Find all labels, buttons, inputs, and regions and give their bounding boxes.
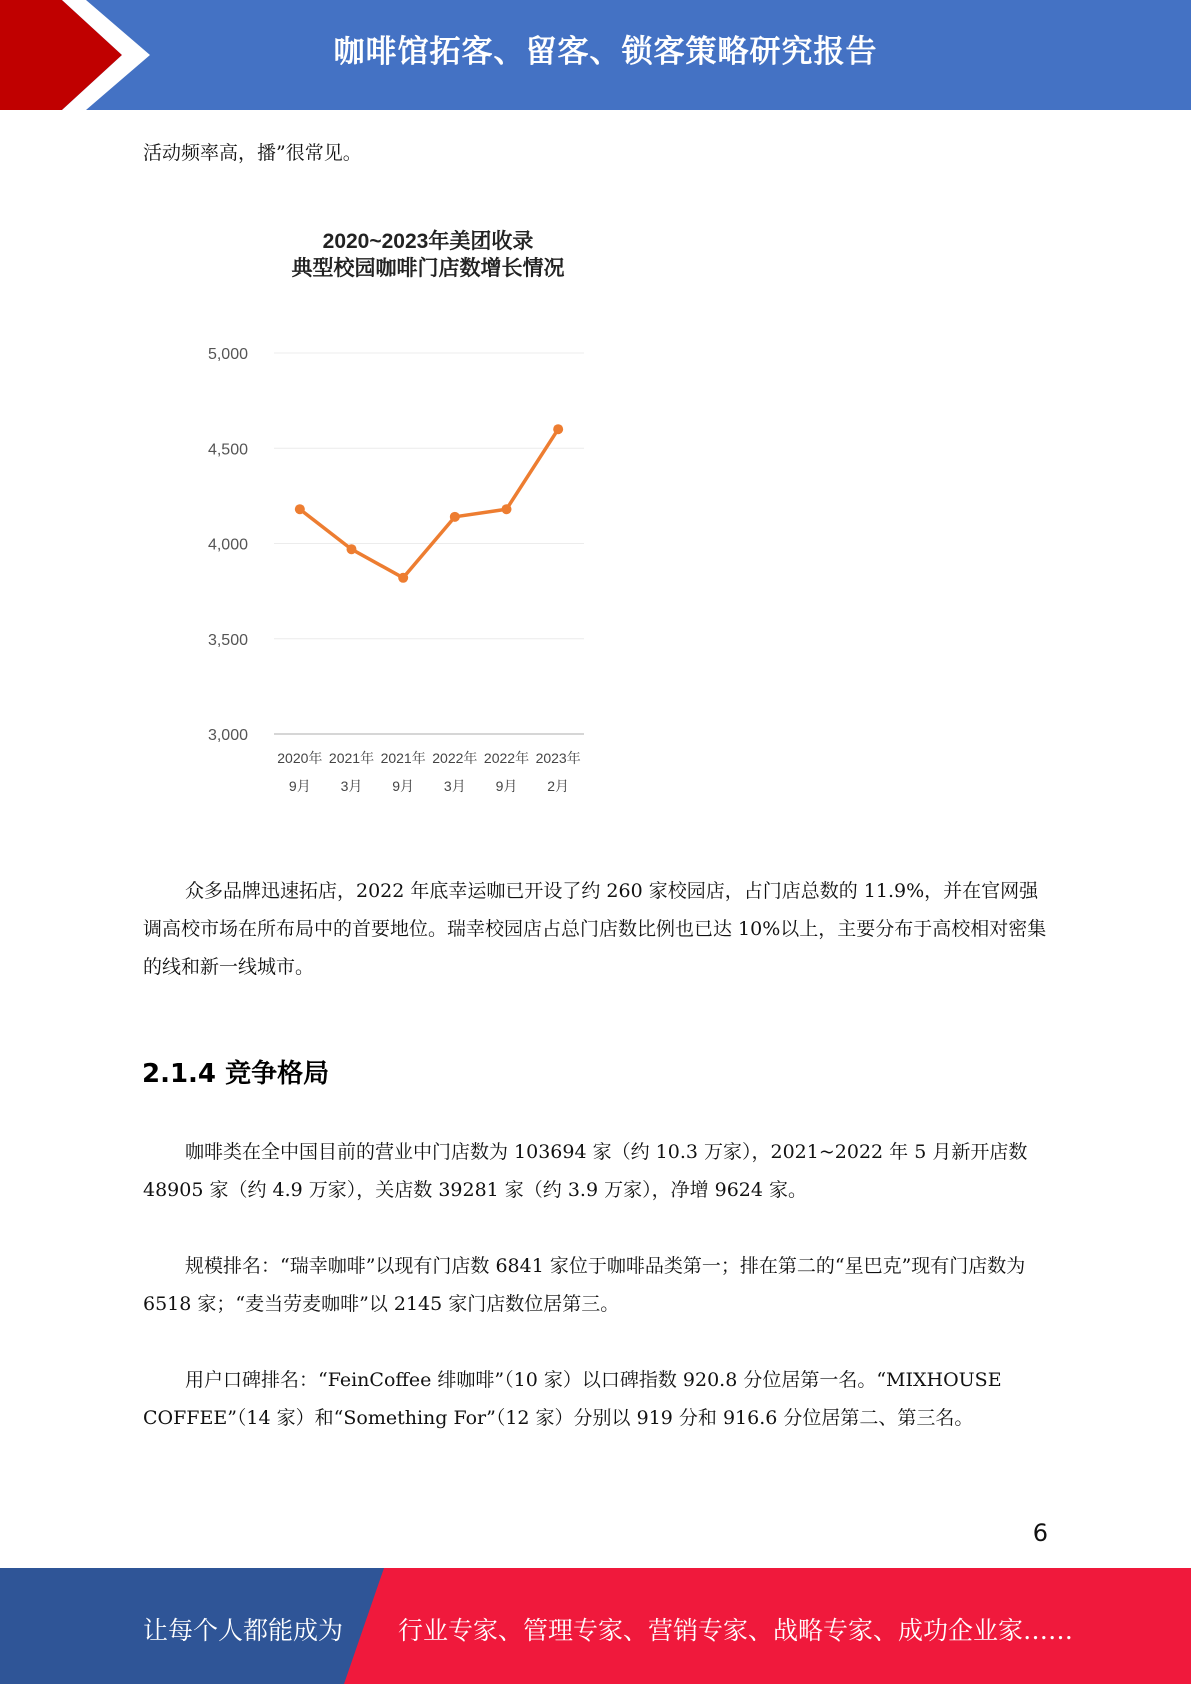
x-tick-label-year: 2022年 [432, 750, 478, 766]
data-point [398, 573, 408, 583]
section-heading: 2.1.4 竞争格局 [142, 1059, 330, 1089]
x-tick-label-month: 9月 [495, 778, 518, 794]
x-tick-label-year: 2021年 [328, 750, 375, 766]
page-number: 6 [1032, 1519, 1048, 1547]
y-tick-label: 3,500 [207, 631, 248, 649]
data-point [450, 512, 460, 522]
page-footer [0, 1568, 1191, 1684]
data-point [347, 544, 357, 554]
x-tick-label-month: 9月 [392, 778, 415, 794]
x-tick-label-month: 9月 [288, 778, 311, 794]
x-tick-label-year: 2021年 [380, 750, 426, 766]
series-line [300, 429, 558, 578]
header-title: 咖啡馆拓客、留客、锁客策略研究报告 [333, 34, 878, 70]
paragraph-reputation-ranking: 用户口碑排名：“FeinCoffee 绯咖啡”（10 家）以口碑指数 920.8 分位居第一名。“MIXHOUSE COFFEE”（14 家）和“Something For”（12 家）分别以 919 分和 916.6 分位居第二、第三名。 [143, 1369, 1002, 1429]
y-tick-label: 4,500 [207, 441, 248, 459]
intro-text: 活动频率高，播”很常见。 [143, 142, 362, 164]
page-header [0, 0, 1191, 110]
x-tick-label-year: 2020年 [277, 750, 323, 766]
x-tick-label-month: 3月 [443, 778, 466, 794]
x-tick-label-year: 2023年 [535, 750, 581, 766]
y-tick-label: 3,000 [207, 727, 248, 744]
paragraph-expansion: 众多品牌迅速拓店，2022 年底幸运咖已开设了约 260 家校园店，占门店总数的 11.9%，并在官网强调高校市场在所布局中的首要地位。瑞幸校园店占总门店数比例也已达 10%以上，主要分布于高校相对密集的线和新一线城市。 [143, 880, 1047, 978]
paragraph-scale-ranking: 规模排名：“瑞幸咖啡”以现有门店数 6841 家位于咖啡品类第一；排在第二的“星巴克”现有门店数为 6518 家；“麦当劳麦咖啡”以 2145 家门店数位居第三。 [143, 1255, 1026, 1315]
paragraph-store-counts: 咖啡类在全中国目前的营业中门店数为 103694 家（约 10.3 万家），2021~2022 年 5 月新开店数 48905 家（约 4.9 万家），关店数 39281 家（约 3.9 万家），净增 9624 家。 [143, 1141, 1028, 1201]
data-point [502, 504, 512, 514]
x-tick-label-month: 3月 [340, 778, 363, 794]
footer-slogan-right: 行业专家、管理专家、营销专家、战略专家、成功企业家…… [398, 1616, 1074, 1645]
chart-svg [180, 215, 600, 815]
chart-title-line2: 典型校园咖啡门店数增长情况 [291, 257, 565, 280]
line-chart [180, 215, 600, 815]
y-tick-label: 4,000 [207, 536, 248, 554]
y-tick-label: 5,000 [207, 346, 248, 363]
data-point [295, 504, 305, 514]
chart-title-line1: 2020~2023年美团收录 [322, 230, 534, 253]
x-tick-label-year: 2022年 [483, 750, 530, 766]
x-tick-label-month: 2月 [547, 778, 570, 794]
footer-slogan-left: 让每个人都能成为 [143, 1616, 344, 1645]
data-point [553, 424, 563, 434]
